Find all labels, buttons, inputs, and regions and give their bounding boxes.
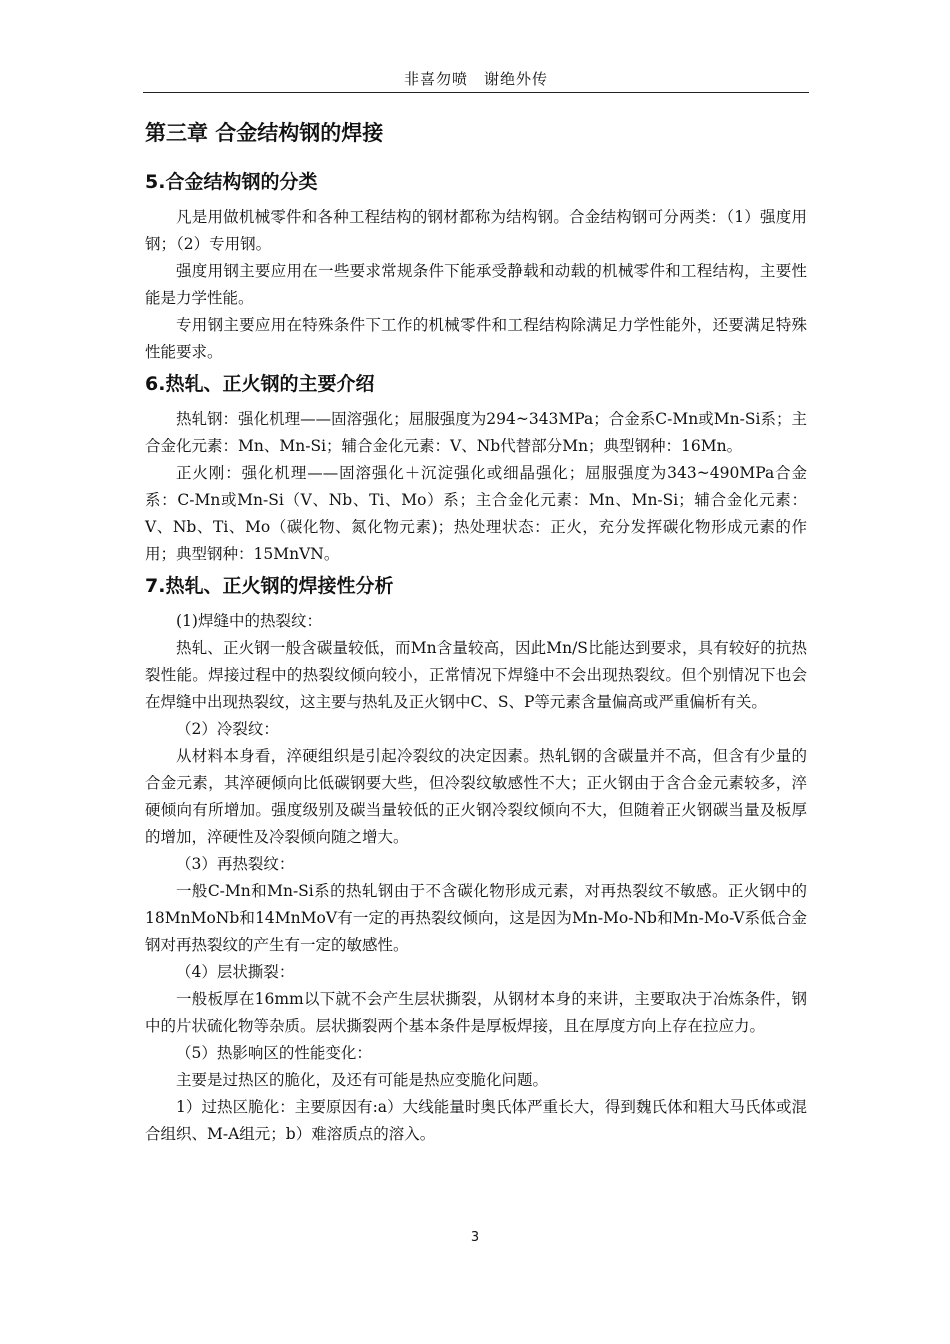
- paragraph: 从材料本身看，淬硬组织是引起冷裂纹的决定因素。热轧钢的含碳量并不高，但含有少量的合金元素，其淬硬倾向比低碳钢要大些，但冷裂纹敏感性不大；正火钢由于含合金元素较多，淬硬倾向有所增加。强度级别及碳当量较低的正火钢冷裂纹倾向不大，但随着正火钢碳当量及板厚的增加，淬硬性及冷裂倾向随之增大。: [145, 747, 807, 846]
- paragraph: 强度用钢主要应用在一些要求常规条件下能承受静载和动载的机械零件和工程结构，主要性能是力学性能。: [145, 262, 807, 307]
- page-content: [145, 118, 807, 1152]
- paragraph: 热轧、正火钢一般含碳量较低，而Mn含量较高，因此Mn/S比能达到要求，具有较好的抗热裂性能。焊接过程中的热裂纹倾向较小，正常情况下焊缝中不会出现热裂纹。但个别情况下也会在焊缝中出现热裂纹，这主要与热轧及正火钢中C、S、P等元素含量偏高或严重偏析有关。: [145, 639, 807, 711]
- header-rule: [143, 92, 809, 93]
- paragraph: 主要是过热区的脆化，及还有可能是热应变脆化问题。: [176, 1071, 549, 1089]
- chapter-title: 第三章 合金结构钢的焊接: [145, 121, 384, 145]
- section-title: 7.热轧、正火钢的焊接性分析: [145, 575, 394, 597]
- paragraph: 凡是用做机械零件和各种工程结构的钢材都称为结构钢。合金结构钢可分两类：（1）强度用钢；（2）专用钢。: [145, 208, 807, 253]
- section-6: [145, 370, 807, 568]
- running-header: 非喜勿喷 谢绝外传: [403, 70, 548, 88]
- subsection-heading: （3）再热裂纹：: [176, 855, 295, 873]
- paragraph: 专用钢主要应用在特殊条件下工作的机械零件和工程结构除满足力学性能外，还要满足特殊性能要求。: [145, 316, 807, 361]
- paragraph: 1）过热区脆化：主要原因有:a）大线能量时奥氏体严重长大，得到魏氏体和粗大马氏体或混合组织、M-A组元；b）难溶质点的溶入。: [145, 1098, 807, 1143]
- section-title: 6.热轧、正火钢的主要介绍: [145, 373, 375, 395]
- subsection-heading: （2）冷裂纹：: [176, 720, 279, 738]
- paragraph: 正火刚：强化机理——固溶强化＋沉淀强化或细晶强化；屈服强度为343~490MPa合金系：C-Mn或Mn-Si（V、Nb、Ti、Mo）系；主合金化元素：Mn、Mn-Si；辅合金化元素：V、Nb、Ti、Mo（碳化物、氮化物元素)；热处理状态：正火，充分发挥碳化物形成元素的作用；典型钢种：15MnVN。: [145, 464, 807, 563]
- paragraph: 一般C-Mn和Mn-Si系的热轧钢由于不含碳化物形成元素，对再热裂纹不敏感。正火钢中的18MnMoNb和14MnMoV有一定的再热裂纹倾向，这是因为Mn-Mo-Nb和Mn-Mo-V系低合金钢对再热裂纹的产生有一定的敏感性。: [145, 882, 807, 954]
- section-title: 5.合金结构钢的分类: [145, 171, 318, 193]
- section-7: [145, 572, 807, 1148]
- paragraph: 一般板厚在16mm以下就不会产生层状撕裂，从钢材本身的来讲，主要取决于冶炼条件，钢中的片状硫化物等杂质。层状撕裂两个基本条件是厚板焊接，且在厚度方向上存在拉应力。: [145, 990, 807, 1035]
- page-number: 3: [470, 1230, 480, 1245]
- subsection-heading: （5）热影响区的性能变化：: [176, 1044, 372, 1062]
- subsection-heading: (1)焊缝中的热裂纹：: [176, 612, 322, 630]
- subsection-heading: （4）层状撕裂：: [176, 963, 295, 981]
- paragraph: 热轧钢：强化机理——固溶强化；屈服强度为294~343MPa；合金系C-Mn或Mn-Si系；主合金化元素：Mn、Mn-Si；辅合金化元素：V、Nb代替部分Mn；典型钢种：16Mn。: [145, 410, 807, 455]
- section-5: [145, 168, 807, 366]
